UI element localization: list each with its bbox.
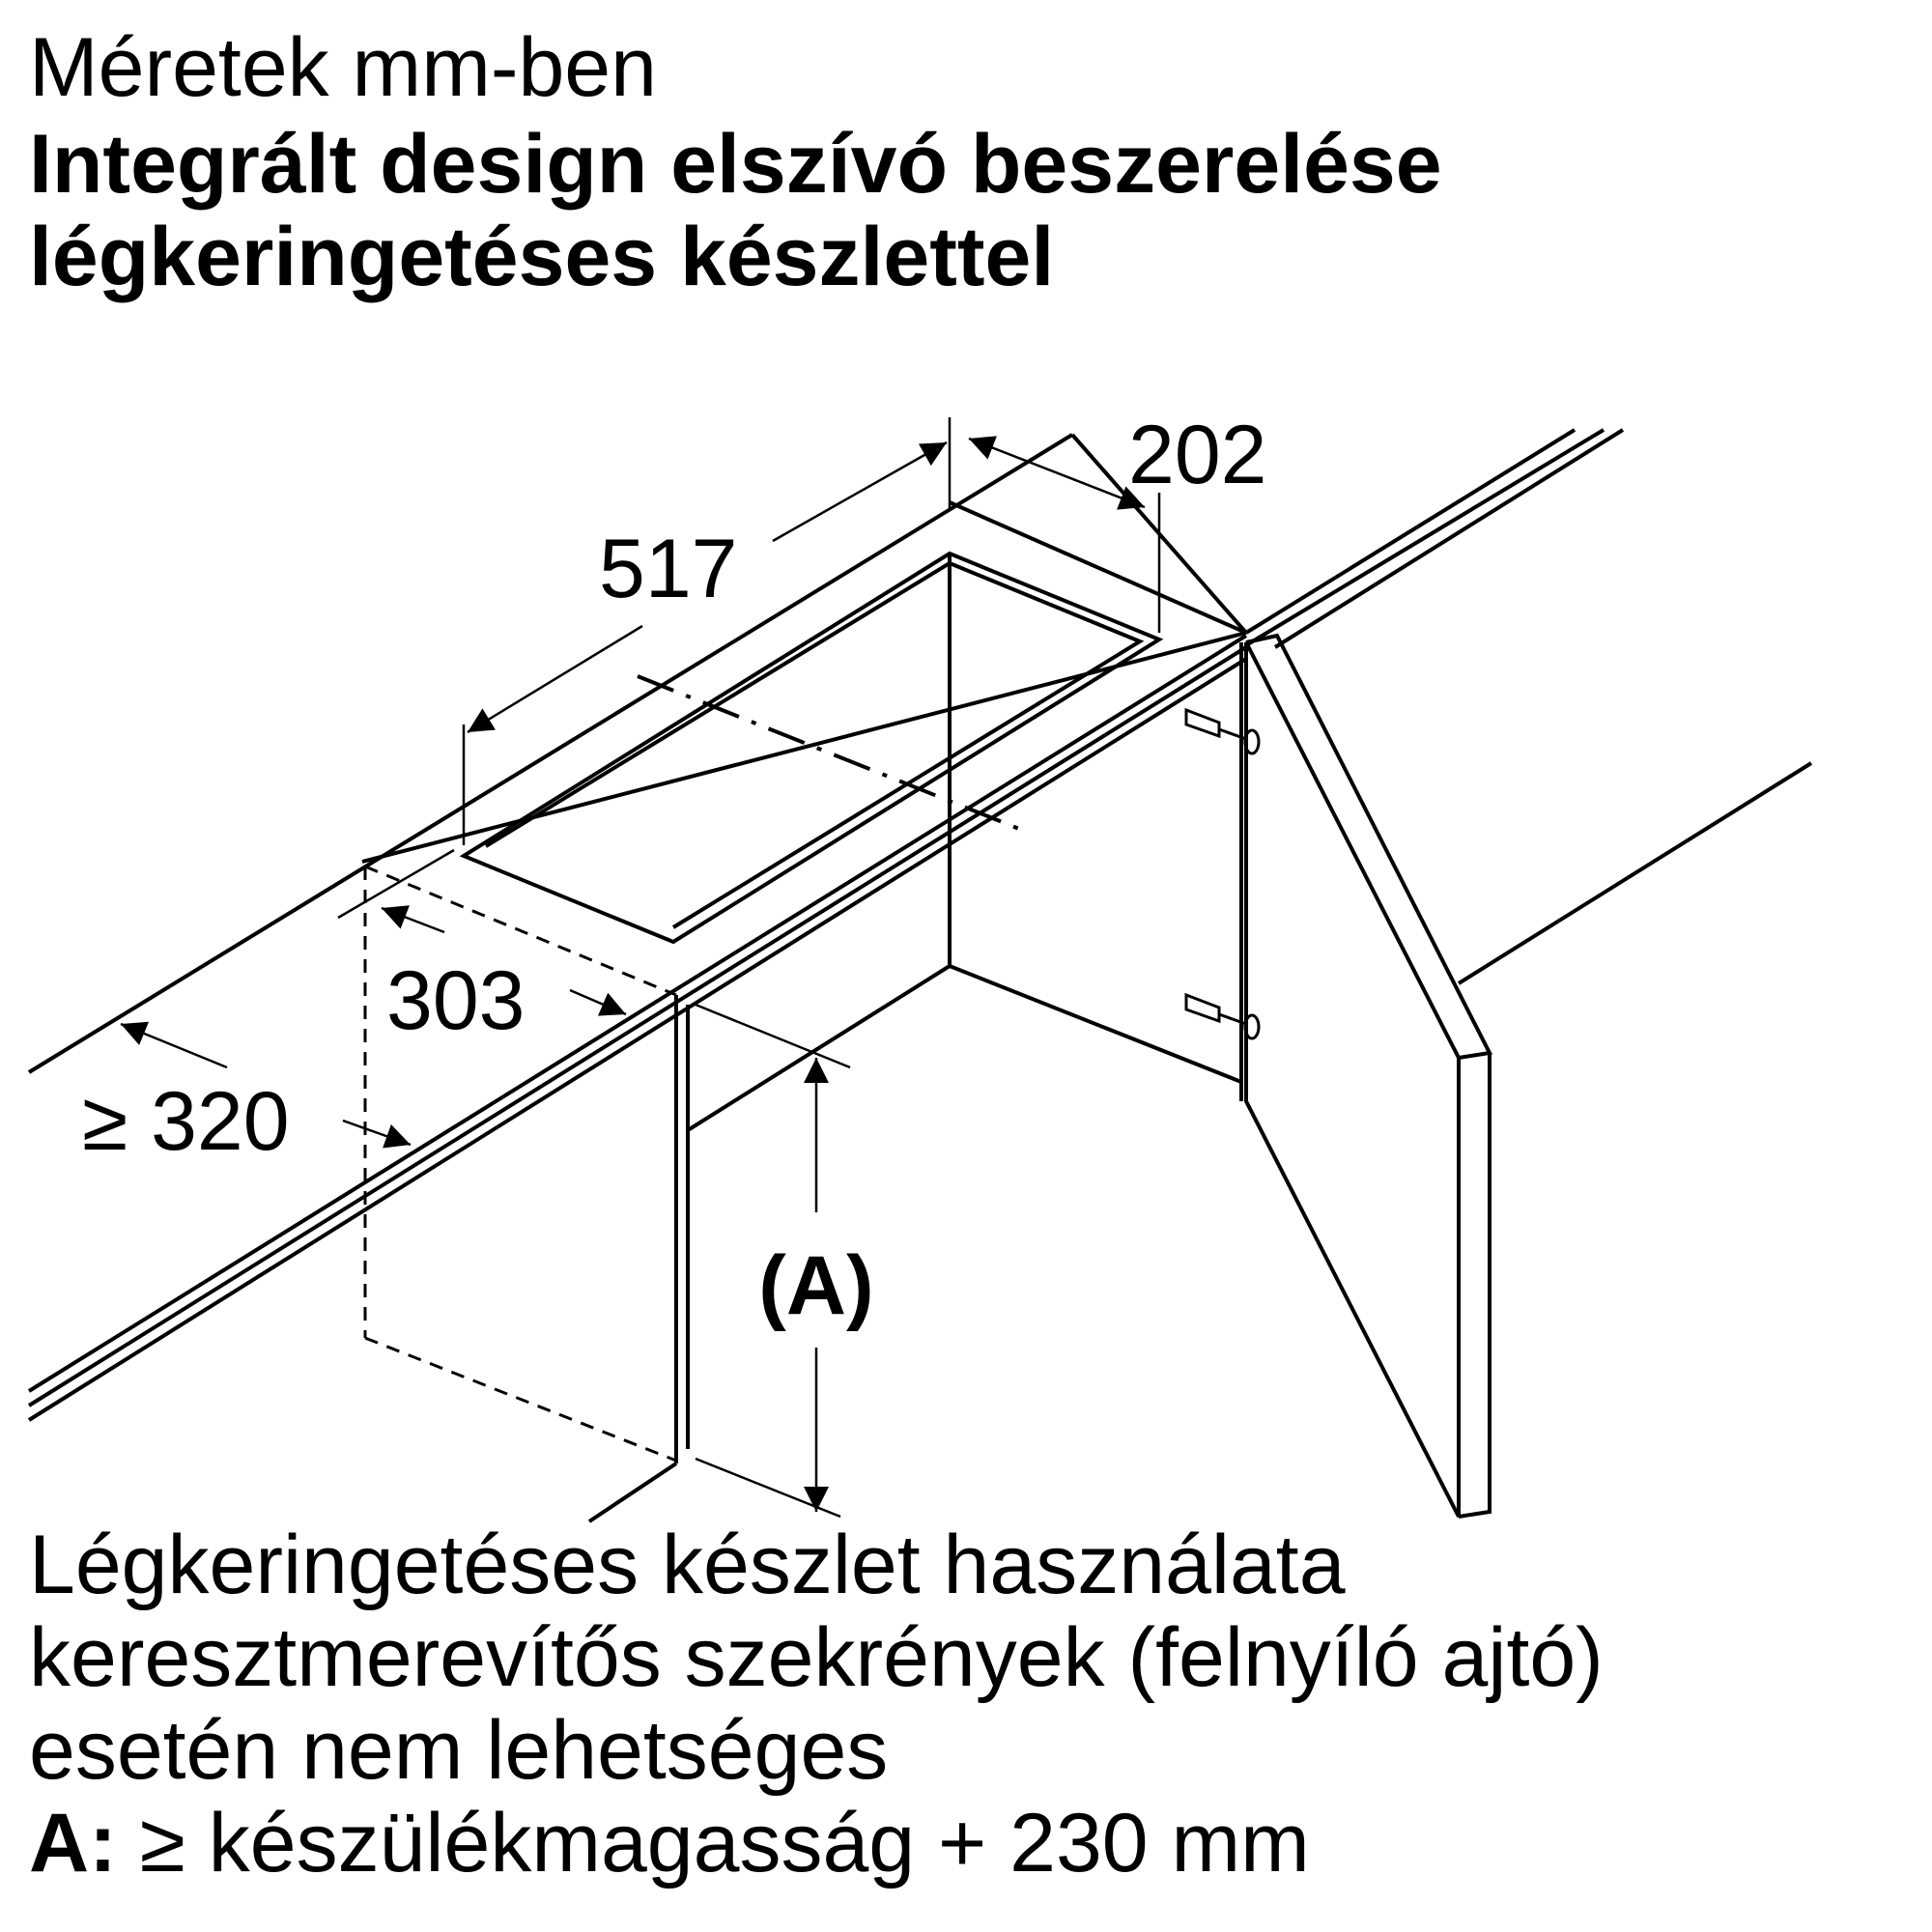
dimension-A-label: (A) <box>758 1239 874 1332</box>
note-line-1: Légkeringetéses készlet használata <box>29 1519 1346 1611</box>
dimension-303-label: 303 <box>386 954 526 1047</box>
dim-202-line <box>969 439 1145 507</box>
wall-line-right <box>1459 763 1811 983</box>
dim-517-line-bottom <box>468 626 642 732</box>
worktop-right-edge-2 <box>1246 430 1604 645</box>
door-edge <box>1246 636 1490 1058</box>
door <box>1246 636 1811 1517</box>
worktop-right-edge-1 <box>1246 430 1575 633</box>
dim-303-line-right <box>570 990 626 1014</box>
notes-block <box>29 1519 1604 1889</box>
dim-303-line-left <box>382 908 444 932</box>
cabinet-back-bottom <box>950 966 1241 1082</box>
dimension-517-label: 517 <box>599 523 738 615</box>
center-line <box>638 676 1024 831</box>
title-line-2: légkeringetéses készlettel <box>29 211 1055 303</box>
dim-303-ext <box>338 850 454 918</box>
cabinet-front-top <box>688 966 950 1130</box>
dim-A-ext-bottom <box>696 1459 840 1517</box>
worktop-back-edge-left <box>29 435 1072 1072</box>
door-panel <box>1246 642 1459 1517</box>
note-line-3: esetén nem lehetséges <box>29 1704 889 1797</box>
note-line-2: keresztmerevítős szekrények (felnyíló ajtó) <box>29 1611 1604 1704</box>
worktop-front-edge-2 <box>29 647 1246 1406</box>
legend-line <box>29 1797 1604 1889</box>
worktop-right-edge-3 <box>1275 430 1623 647</box>
units-label: Méretek mm-ben <box>29 21 657 114</box>
cabinet-base <box>589 1463 676 1521</box>
door-edge-2 <box>1459 1053 1490 1517</box>
dimension-320-label: ≥ 320 <box>82 1075 290 1168</box>
dim-320-line-right <box>343 1121 411 1145</box>
dim-A-ext-top <box>696 1005 850 1067</box>
worktop-front-edge-3 <box>29 659 1246 1420</box>
cabinet <box>589 642 1241 1521</box>
dimension-202-label: 202 <box>1128 409 1267 501</box>
legend-text: ≥ készülékmagasság + 230 mm <box>116 1797 1310 1889</box>
title-line-1: Integrált design elszívó beszerelése <box>29 118 1442 211</box>
dim-320-line-left <box>121 1024 227 1067</box>
dimension-517 <box>464 417 950 845</box>
legend-key: A: <box>29 1797 117 1889</box>
